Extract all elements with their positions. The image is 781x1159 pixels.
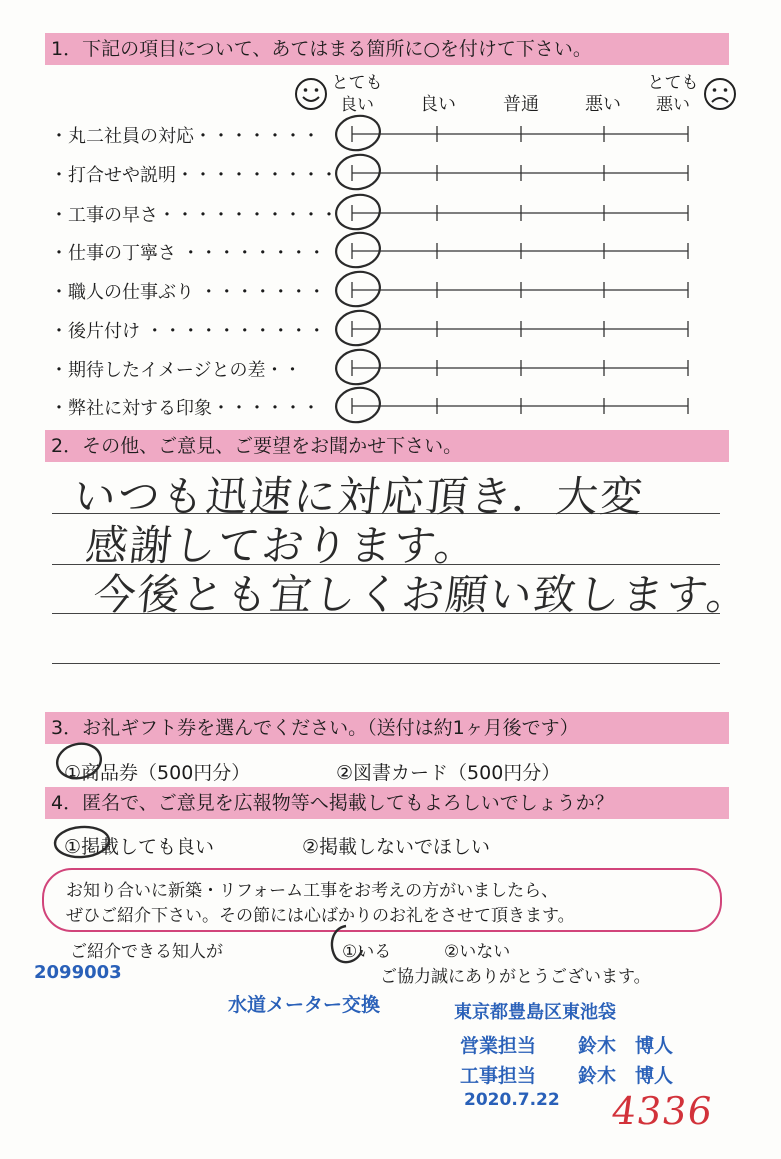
handwritten-answer-line-1: いつも迅速に対応頂き．大変 [71, 472, 647, 521]
customer-id: 2099003 [34, 962, 122, 983]
scale-very-bad: とても 悪い [647, 73, 699, 115]
q4-option-do-not-publish[interactable]: ②掲載しないでほしい [302, 836, 491, 858]
selection-circle [50, 820, 116, 864]
referral-text-line-1: お知り合いに新築・リフォーム工事をお考えの方がいましたら、 [66, 881, 559, 901]
referral-question: ご紹介できる知人が [70, 942, 223, 962]
construction-role: 工事担当 [460, 1065, 537, 1087]
rating-scale-line [0, 270, 781, 310]
q1-heading: 1．下記の項目について、あてはまる箇所に○を付けて下さい。 [45, 33, 729, 65]
work-description: 水道メーター交換 [228, 994, 381, 1016]
rating-scale-line [0, 309, 781, 349]
rating-row-label: ・職人の仕事ぶり ・・・・・・・ [50, 282, 326, 303]
q3-heading: 3．お礼ギフト券を選んでください。（送付は約1ヶ月後です） [45, 712, 729, 744]
scale-bad: 悪い [585, 94, 621, 115]
referral-text-line-2: ぜひご紹介下さい。その節には心ばかりのお礼をさせて頂きます。 [66, 906, 575, 926]
frowny-icon [702, 76, 738, 112]
construction-name: 鈴木 博人 [578, 1065, 674, 1087]
rating-row-label: ・工事の早さ・・・・・・・・・・ [50, 205, 338, 226]
q3-option-book-card[interactable]: ②図書カード（500円分） [336, 762, 561, 784]
q3-option-gift-voucher[interactable]: ①商品券（500円分） [64, 762, 251, 784]
referral-option-yes[interactable]: ①いる [342, 942, 392, 962]
rating-scale-line [0, 231, 781, 271]
date: 2020.7.22 [464, 1090, 560, 1110]
sales-name: 鈴木 博人 [578, 1035, 674, 1057]
rating-scale-line [0, 153, 781, 193]
q4-option-ok-to-publish[interactable]: ①掲載しても良い [64, 836, 215, 858]
rating-scale-line [0, 193, 781, 233]
smiley-icon [293, 76, 329, 112]
rating-scale-line [0, 114, 781, 154]
rating-scale-line [0, 348, 781, 388]
scale-very-good: とても 良い [331, 73, 383, 115]
rating-row-label: ・仕事の丁寧さ ・・・・・・・・ [50, 243, 326, 264]
thanks-message: ご協力誠にありがとうございます。 [380, 967, 651, 987]
rating-row-label: ・後片付け ・・・・・・・・・・ [50, 321, 326, 342]
handwritten-answer-line-2: 感謝しております。 [83, 521, 481, 570]
sales-role: 営業担当 [460, 1035, 537, 1057]
q4-heading: 4．匿名で、ご意見を広報物等へ掲載してもよろしいでしょうか？ [45, 787, 729, 819]
address: 東京都豊島区東池袋 [454, 1002, 616, 1023]
rating-row-label: ・期待したイメージとの差・・ [50, 360, 302, 381]
q2-heading: 2．その他、ご意見、ご要望をお聞かせ下さい。 [45, 430, 729, 462]
selection-circle [52, 737, 108, 783]
handwritten-number: 4336 [608, 1089, 716, 1133]
rating-scale-line [0, 386, 781, 426]
referral-option-no[interactable]: ②いない [444, 942, 511, 962]
rating-row-label: ・丸二社員の対応・・・・・・・ [50, 126, 320, 147]
handwritten-answer-line-3: 今後とも宜しくお願い致します。 [91, 570, 753, 619]
selection-circle [324, 920, 376, 968]
scale-good: 良い [420, 94, 456, 115]
rating-row-label: ・打合せや説明・・・・・・・・・ [50, 165, 338, 186]
rating-row-label: ・弊社に対する印象・・・・・・ [50, 398, 320, 419]
scale-average: 普通 [503, 94, 539, 115]
answer-rule [52, 663, 720, 664]
